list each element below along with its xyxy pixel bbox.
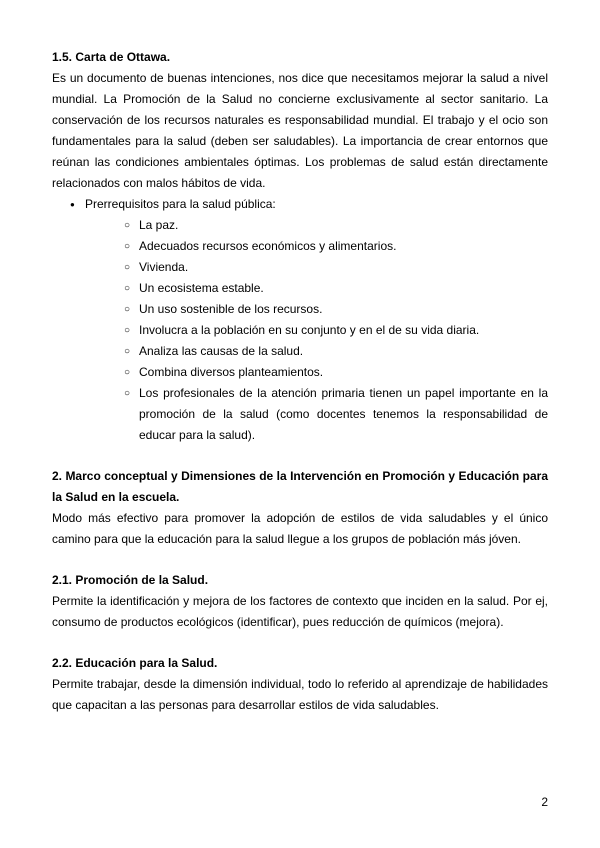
sub-bullet-item: ○ Un ecosistema estable.: [124, 278, 548, 299]
section-heading: 1.5. Carta de Ottawa.: [52, 50, 171, 64]
section-promocion-salud: [52, 570, 548, 633]
section-heading: 2. Marco conceptual y Dimensiones de la Intervención en Promoción y Educación para la Salud en la escuela.: [52, 469, 548, 504]
section-paragraph: Modo más efectivo para promover la adopción de estilos de vida saludables y el único camino para que la educación para la salud llegue a los grupos de población más jóven.: [52, 511, 548, 546]
section-paragraph: Permite la identificación y mejora de los factores de contexto que inciden en la salud. Por ej, consumo de productos ecológicos (identificar), pues reducción de químicos (mejora).: [52, 594, 548, 629]
document-page: [52, 47, 548, 736]
sub-bullet-item: ○ Los profesionales de la atención primaria tienen un papel importante en la promoción de la salud (como docentes tenemos la responsabilidad de educar para la salud).: [124, 383, 548, 446]
section-educacion-salud: [52, 653, 548, 716]
section-heading: 2.1. Promoción de la Salud.: [52, 573, 209, 587]
section-carta-ottawa: [52, 47, 548, 446]
sub-bullet-item: ○ Analiza las causas de la salud.: [124, 341, 548, 362]
section-marco-conceptual: [52, 466, 548, 550]
section-paragraph: Es un documento de buenas intenciones, nos dice que necesitamos mejorar la salud a nivel mundial. La Promoción de la Salud no concierne exclusivamente al sector sanitario. La conservación de los recursos naturales es responsabilidad mundial. El trabajo y el ocio son fundamentales para la salud (deben ser saludables). La importancia de crear entornos que reúnan las condiciones ambientales óptimas. Los problemas de salud están directamente relacionados con malos hábitos de vida.: [52, 71, 548, 190]
sub-bullet-item: ○ La paz.: [124, 215, 548, 236]
section-paragraph: Permite trabajar, desde la dimensión individual, todo lo referido al aprendizaje de habilidades que capacitan a las personas para desarrollar estilos de vida saludables.: [52, 677, 548, 712]
sub-bullet-list: [85, 215, 548, 446]
bullet-list: [52, 194, 548, 446]
sub-bullet-item: ○ Un uso sostenible de los recursos.: [124, 299, 548, 320]
sub-bullet-item: ○ Adecuados recursos económicos y alimentarios.: [124, 236, 548, 257]
bullet-item: [70, 194, 548, 446]
sub-bullet-item: ○ Combina diversos planteamientos.: [124, 362, 548, 383]
sub-bullet-item: ○ Vivienda.: [124, 257, 548, 278]
page-number: 2: [541, 795, 548, 809]
bullet-item-text: Prerrequisitos para la salud pública:: [85, 197, 276, 211]
sub-bullet-item: ○ Involucra a la población en su conjunto y en el de su vida diaria.: [124, 320, 548, 341]
section-heading: 2.2. Educación para la Salud.: [52, 656, 218, 670]
